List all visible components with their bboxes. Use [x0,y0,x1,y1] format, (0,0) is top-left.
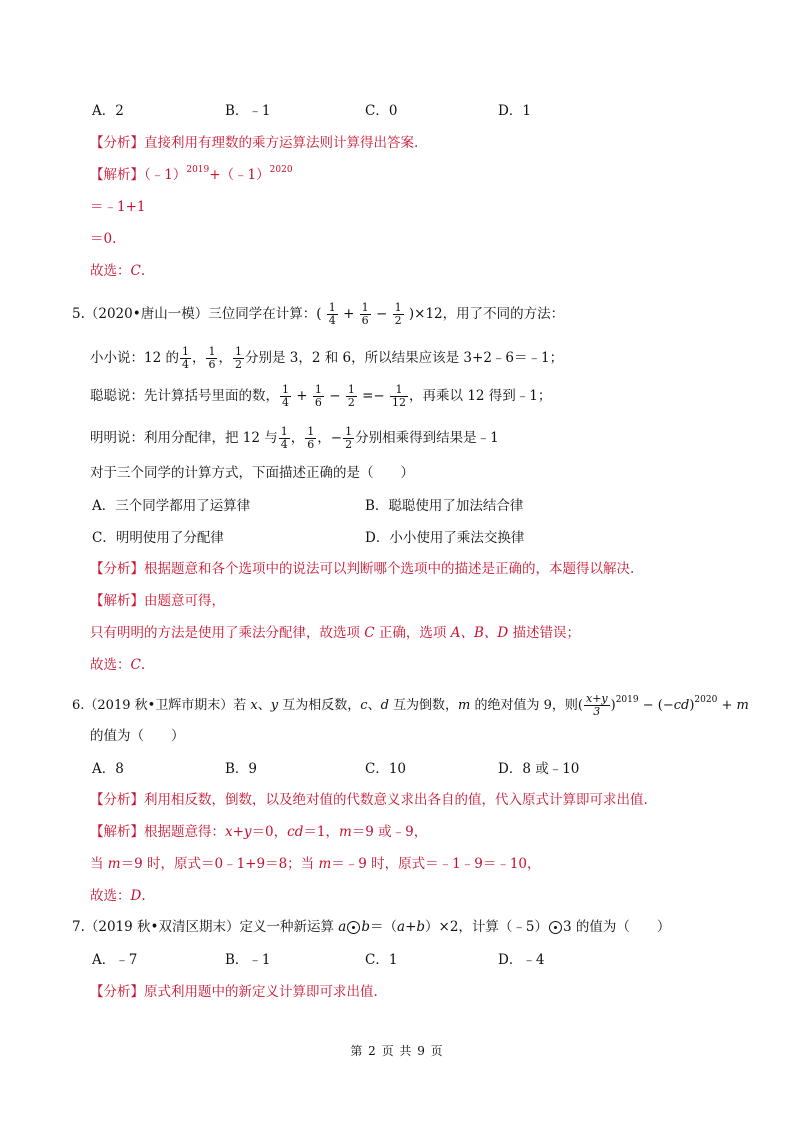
fraction: $\frac{1}{6}$ [314,383,322,409]
q5-solution-detail: 只有明明的方法是使用了乘法分配律，故选项 C 正确，选项 A、B、D 描述错误； [90,625,581,641]
q6-cases: 当 m＝9 时，原式＝0﹣1+9＝8；当 m＝﹣9 时，原式＝﹣1﹣9＝﹣10， [90,856,541,872]
stem-text: )×12，用了不同的方法： [408,306,565,322]
q5-analysis: 【分析】根据题意和各个选项中的说法可以判断哪个选项中的描述是正确的，本题得以解决. [90,561,635,577]
q6-solution: 【解析】根据题意得：x+y＝0，cd＝1，m＝9 或﹣9， [90,824,428,840]
exponent: 2020 [269,165,293,175]
q4-option-c: C．0 [365,103,398,119]
q6-option-a: A．8 [92,761,124,777]
fraction: $\frac{1}{4}$ [280,425,288,451]
q5-xiaoxiao: 小小说：12 的 $\frac{1}{4}$ ， $\frac{1}{6}$ ， $\frac{1}{2}$ 分别是 3，2 和 6，所以结果应该是 3+2﹣6＝﹣1； [90,345,564,371]
exponent: 2019 [186,165,210,175]
fraction: $\frac{1}{6}$ [307,425,315,451]
q7-option-b: B．﹣1 [225,952,271,968]
q5-congcong: 聪聪说：先计算括号里面的数， $\frac{1}{4}$ + $\frac{1}{6}$ − $\frac{1}{2}$ =− $\frac{1}{12}$ ，再乘以 12 得到﹣1； [90,383,552,409]
term: +（﹣1） [209,167,270,183]
fraction: $\frac{1}{2}$ [345,425,353,451]
q6-option-c: C．10 [365,761,407,777]
q4-solution [90,165,293,187]
q4-option-b: B．﹣1 [225,103,271,119]
fraction: $\frac{1}{4}$ [282,383,289,409]
answer-suffix: . [140,263,146,279]
page-footer: 第 2 页 共 9 页 [350,1044,444,1058]
q6-analysis: 【分析】利用相反数，倒数，以及绝对值的代数意义求出各自的值，代入原式计算即可求出值. [90,792,648,808]
q4-analysis: 【分析】直接利用有理数的乘方运算法则计算得出答案. [90,135,419,151]
fraction: $\frac{1}{2}$ [347,383,355,409]
q5-option-a: A．三个同学都用了运算律 [92,498,251,514]
q5-mingming: 明明说：利用分配律，把 12 与 $\frac{1}{4}$ ， $\frac{1}{6}$ ，− $\frac{1}{2}$ 分别相乘得到结果是﹣1 [90,425,499,451]
q6-answer: 故选：D. [90,888,146,904]
term: （﹣1） [144,167,187,183]
q5-solution: 【解析】由题意可得， [90,593,225,609]
fraction: $\frac{1}{4}$ [181,345,189,371]
fraction: $\frac{1}{6}$ [208,345,216,371]
q5-option-b: B．聪聪使用了加法结合律 [365,498,524,514]
q6-option-d: D．8 或﹣10 [498,761,580,777]
solution-label: 【解析】 [90,167,144,183]
q7-option-c: C．1 [365,952,398,968]
stem-text: 5.（2020•唐山一模）三位同学在计算：( [72,306,322,322]
odot-operator-icon [347,921,360,934]
q5-question: 对于三个同学的计算方式，下面描述正确的是（ ） [90,465,414,481]
q7-option-a: A．﹣7 [92,952,138,968]
q7-option-d: D．﹣4 [498,952,545,968]
q5-answer: 故选：C. [90,657,146,673]
q5-option-d: D．小小使用了乘法交换律 [365,530,525,546]
q6-option-b: B．9 [225,761,258,777]
q7-analysis: 【分析】原式利用题中的新定义计算即可求出值. [90,984,378,1000]
fraction: $\frac{1}{6}$ [361,301,369,327]
fraction: $\frac{1}{2}$ [234,345,242,371]
answer-prefix: 故选： [90,263,131,279]
odot-operator-icon [549,921,562,934]
fraction: $\frac{1}{12}$ [392,383,407,409]
q6-stem-end: 的值为（ ） [90,728,185,744]
q7-stem: 7.（2019 秋•双清区期末）定义一种新运算 a b＝（a+b）×2，计算（﹣5） 3 的值为（ ） [72,919,671,935]
q5-option-c: C．明明使用了分配律 [92,530,224,546]
q4-step-1: ＝﹣1+1 [90,199,146,215]
fraction: $\frac{x+y}{3}$ [585,692,608,718]
q5-stem: 5.（2020•唐山一模）三位同学在计算：( $\frac{1}{4}$ + $\frac{1}{6}$ − $\frac{1}{2}$ )×12，用了不同的方法： [72,301,565,327]
q4-step-2: ＝0. [90,231,117,247]
answer-letter: C [130,263,141,279]
fraction: $\frac{1}{4}$ [328,301,336,327]
q4-option-d: D．1 [498,103,531,119]
q4-option-a: A．2 [92,103,124,119]
fraction: $\frac{1}{2}$ [394,301,402,327]
q6-stem: 6.（2019 秋•卫辉市期末）若 x、y 互为相反数，c、d 互为倒数，m 的绝对值为 9，则( $\frac{x+y}{3}$ )$^{2019} - (-cd)^{2020} + m$ [72,692,749,718]
q4-answer [90,261,145,281]
